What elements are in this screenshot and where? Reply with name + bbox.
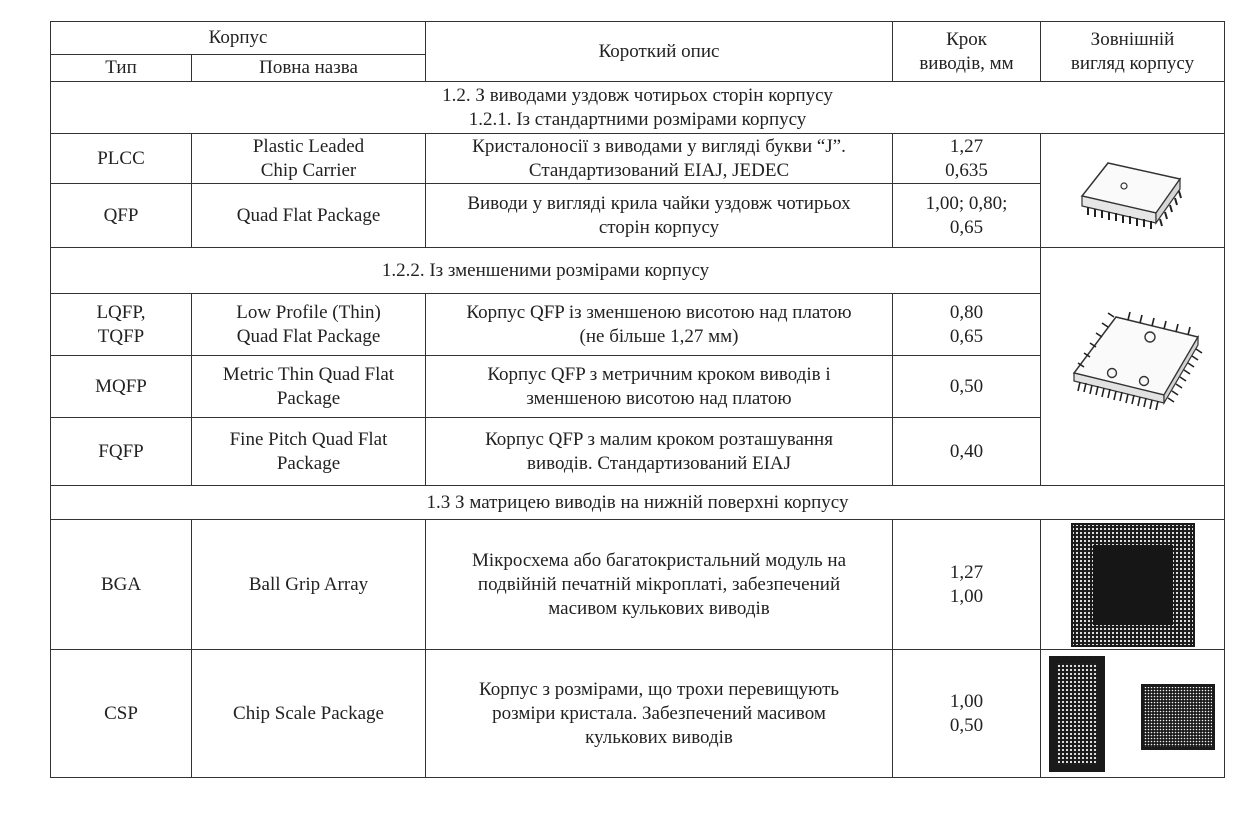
header-package: Корпус <box>51 22 426 55</box>
row-desc: Корпус QFP із зменшеною висотою над платою (не більше 1,27 мм) <box>426 294 893 356</box>
row-pitch: 1,27 0,635 <box>893 134 1041 184</box>
image-cell-csp <box>1041 650 1225 778</box>
row-pitch: 0,50 <box>893 356 1041 418</box>
row-pitch: 1,27 1,00 <box>893 520 1041 650</box>
plcc-package-icon <box>1068 141 1198 241</box>
row-name: Fine Pitch Quad Flat Package <box>192 418 426 486</box>
row-name: Metric Thin Quad Flat Package <box>192 356 426 418</box>
row-desc: Корпус QFP з малим кроком розташування виводів. Стандартизований EIAJ <box>426 418 893 486</box>
row-desc: Кристалоносії з виводами у вигляді букви “J”. Стандартизований EIAJ, JEDEC <box>426 134 893 184</box>
header-appearance: Зовнішній вигляд корпусу <box>1041 22 1225 82</box>
header-pitch: Крок виводів, мм <box>893 22 1041 82</box>
header-full-name: Повна назва <box>192 55 426 82</box>
table-row <box>51 134 1225 184</box>
row-type: MQFP <box>51 356 192 418</box>
section-1-3: 1.3 З матрицею виводів на нижній поверхні корпусу <box>51 486 1225 520</box>
header-type: Тип <box>51 55 192 82</box>
row-type: PLCC <box>51 134 192 184</box>
row-type: LQFP, TQFP <box>51 294 192 356</box>
row-pitch: 0,40 <box>893 418 1041 486</box>
qfp-package-icon <box>1058 307 1208 427</box>
row-desc: Корпус з розмірами, що трохи перевищують розміри кристала. Забезпечений масивом кулькових виводів <box>426 650 893 778</box>
section-1-2-2: 1.2.2. Із зменшеними розмірами корпусу <box>51 248 1041 294</box>
bga-package-icon <box>1071 523 1195 647</box>
row-name: Ball Grip Array <box>192 520 426 650</box>
row-type: FQFP <box>51 418 192 486</box>
image-cell-bga <box>1041 520 1225 650</box>
row-name: Chip Scale Package <box>192 650 426 778</box>
row-type: QFP <box>51 184 192 248</box>
csp-package-icon <box>1045 656 1221 772</box>
row-name: Low Profile (Thin) Quad Flat Package <box>192 294 426 356</box>
section-1-2-1: 1.2.1. Із стандартними розмірами корпусу <box>468 108 807 130</box>
section-1-2: 1.2. З виводами уздовж чотирьох сторін корпусу <box>442 84 833 106</box>
row-pitch: 0,80 0,65 <box>893 294 1041 356</box>
row-name: Quad Flat Package <box>192 184 426 248</box>
row-type: CSP <box>51 650 192 778</box>
row-desc: Корпус QFP з метричним кроком виводів і зменшеною висотою над платою <box>426 356 893 418</box>
row-type: BGA <box>51 520 192 650</box>
row-name: Plastic Leaded Chip Carrier <box>192 134 426 184</box>
row-desc: Виводи у вигляді крила чайки уздовж чотирьох сторін корпусу <box>426 184 893 248</box>
row-pitch: 1,00; 0,80; 0,65 <box>893 184 1041 248</box>
row-pitch: 1,00 0,50 <box>893 650 1041 778</box>
section-title <box>51 82 1225 134</box>
table-row <box>51 520 1225 650</box>
image-cell-qfp <box>1041 248 1225 486</box>
row-desc: Мікросхема або багатокристальний модуль на подвійній печатній мікроплаті, забезпечений масивом кулькових виводів <box>426 520 893 650</box>
table-row <box>51 650 1225 778</box>
header-description: Короткий опис <box>426 22 893 82</box>
image-cell-plcc-qfp <box>1041 134 1225 248</box>
package-table <box>50 21 1225 778</box>
